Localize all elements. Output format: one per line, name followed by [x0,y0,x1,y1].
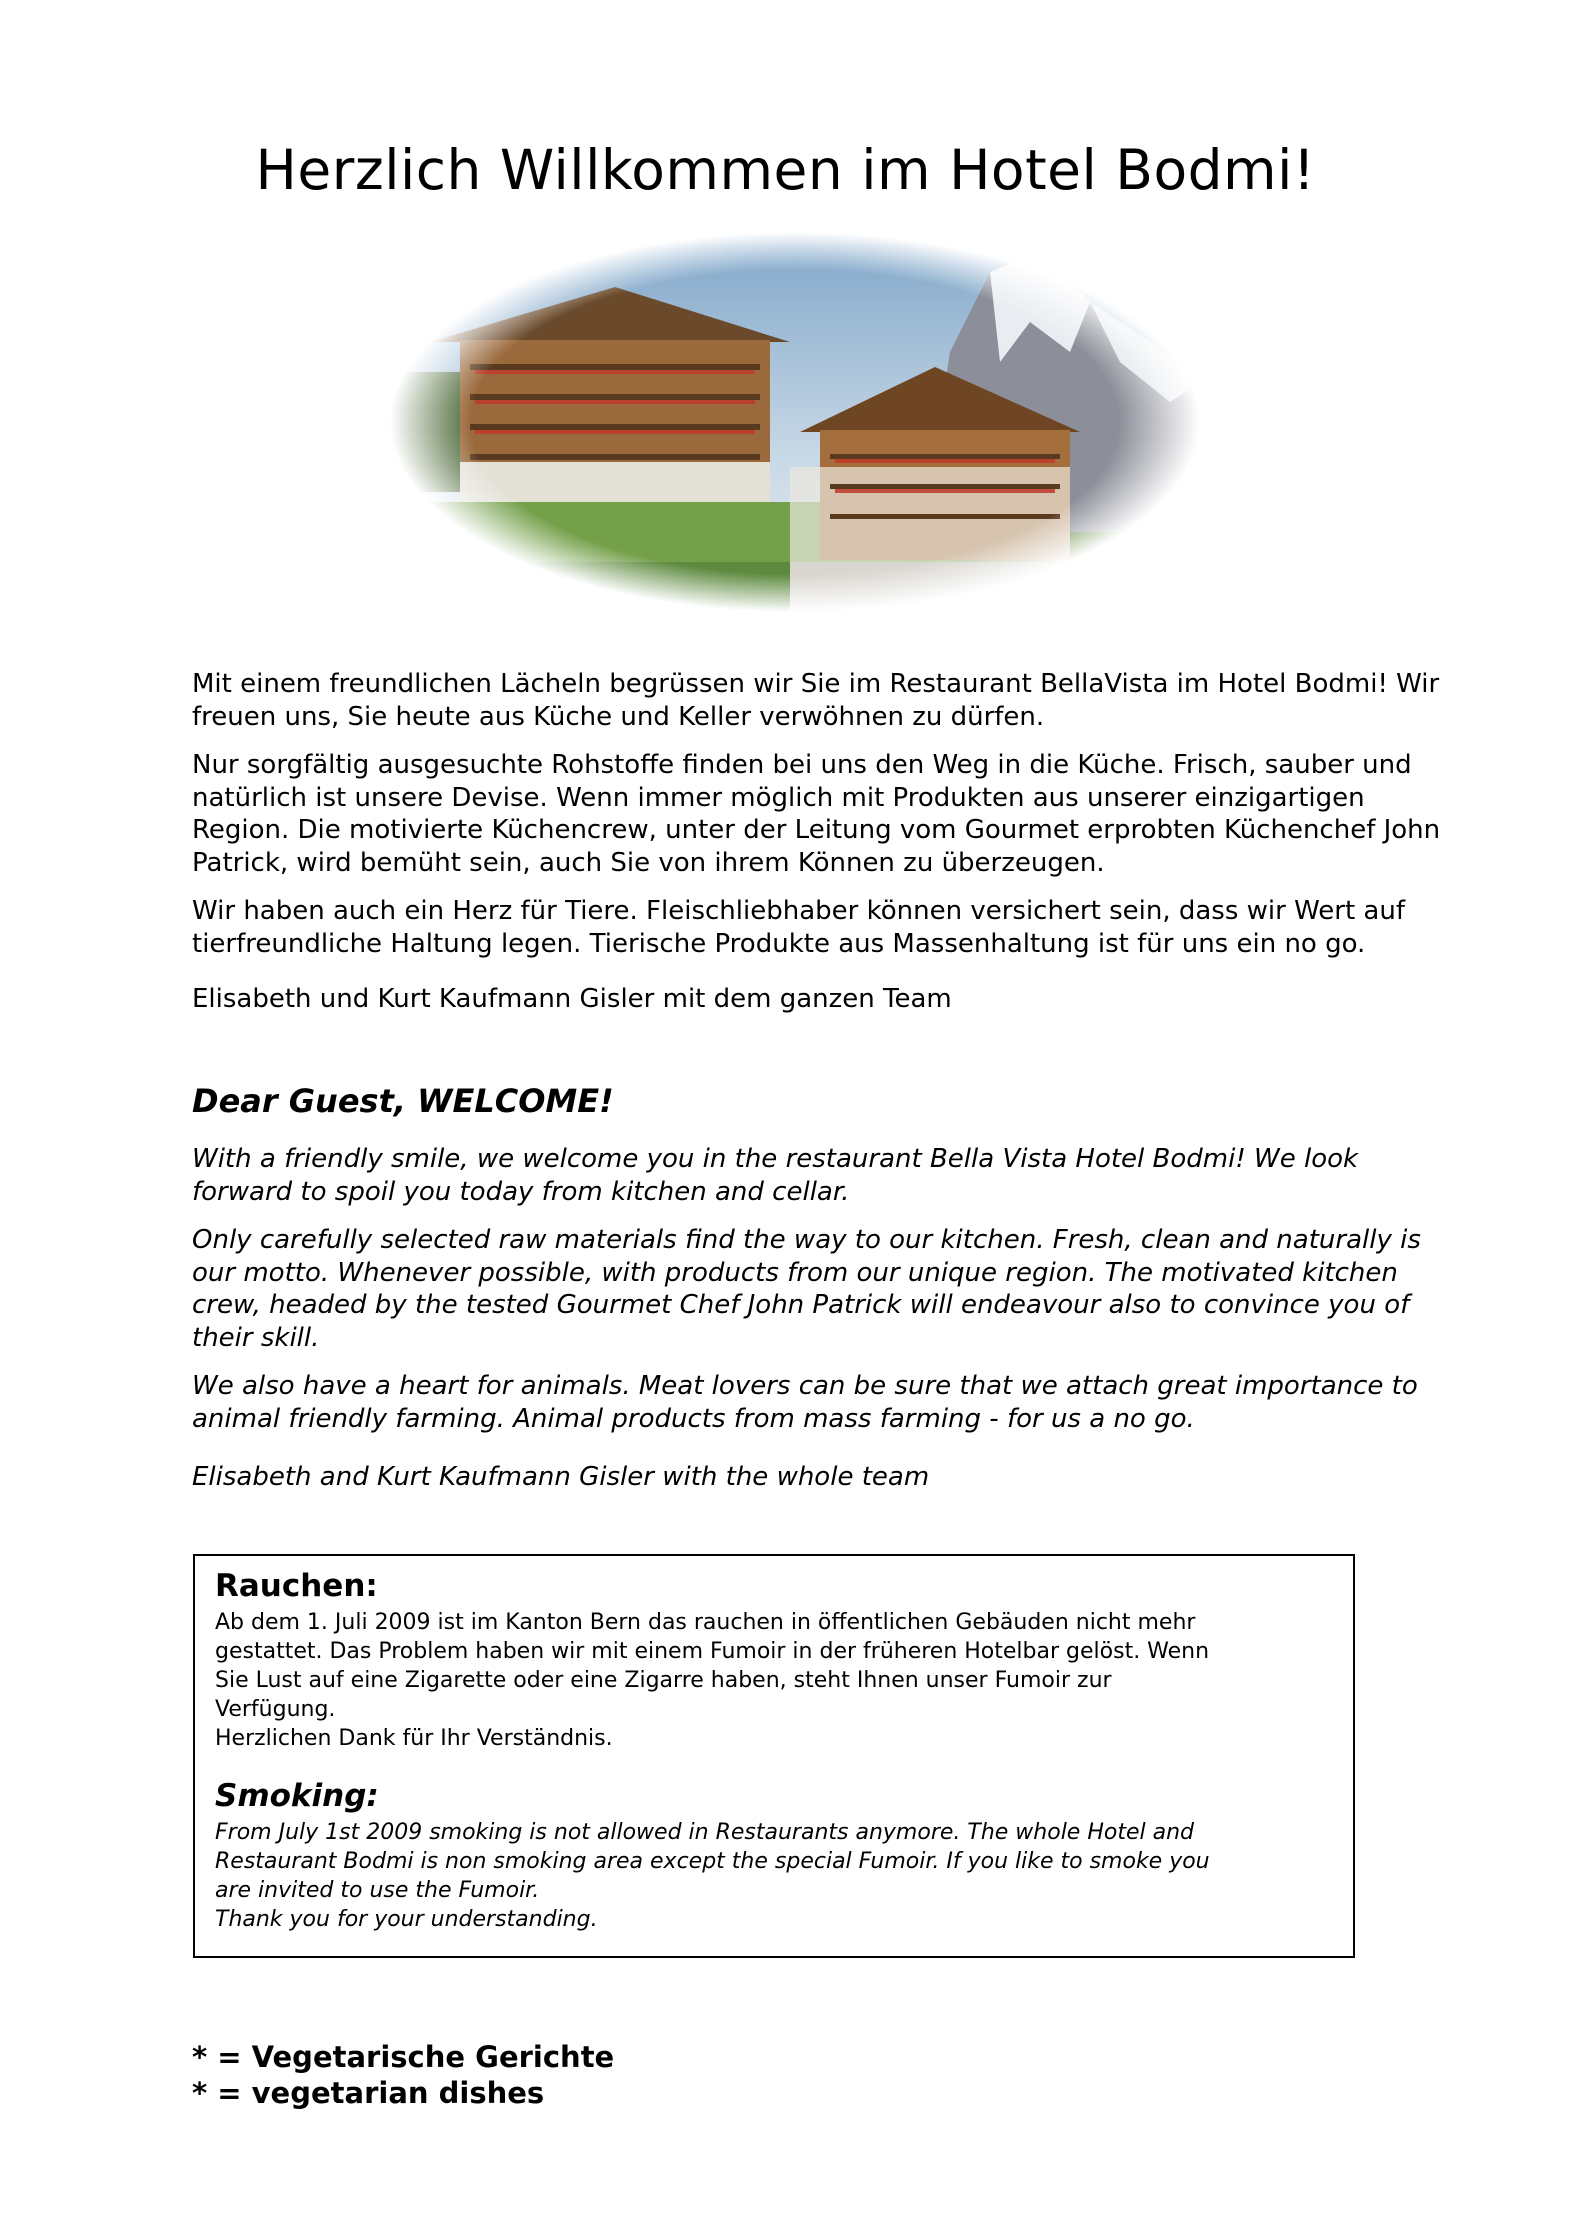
english-heading: Dear Guest, WELCOME! [192,1082,614,1120]
smoking-line: are invited to use the Fumoir. [215,1878,540,1903]
smoking-title: Smoking: [215,1778,379,1814]
vegetarian-legend [192,2039,614,2111]
smoking-line: Restaurant Bodmi is non smoking area except the special Fumoir. If you like to smoke you [215,1849,1210,1874]
english-signature: Elisabeth and Kurt Kaufmann Gisler with the whole team [192,1462,930,1492]
rauchen-line: Sie Lust auf eine Zigarette oder eine Zigarre haben, steht Ihnen unser Fumoir zur [215,1668,1112,1693]
german-paragraph: Nur sorgfältig ausgesuchte Rohstoffe finden bei uns den Weg in die Küche. Frisch, sauber und natürlich ist unsere Devise. Wenn immer möglich mit Produkten aus unserer einzigartigen Region. Die motivierte Küchencrew, unter der Leitung vom Gourmet erprobten Küchenchef John Patrick, wird bemüht sein, auch Sie von ihrem Können zu überzeugen. [192,750,1441,878]
page-title: Herzlich Willkommen im Hotel Bodmi! [255,138,1316,202]
legend-german: * = Vegetarische Gerichte [192,2040,615,2074]
rauchen-text [215,1608,1335,1753]
smoking-text [215,1818,1335,1934]
smoking-line: Thank you for your understanding. [215,1907,598,1932]
german-signature: Elisabeth und Kurt Kaufmann Gisler mit dem ganzen Team [192,984,952,1014]
english-welcome-text [192,1143,1462,1451]
english-paragraph: Only carefully selected raw materials find the way to our kitchen. Fresh, clean and naturally is our motto. Whenever possible, with products from our unique region. The motivated kitchen crew, headed by the tested Gourmet Chef John Patrick will endeavour also to convince you of their skill. [192,1225,1421,1353]
english-paragraph: We also have a heart for animals. Meat lovers can be sure that we attach great importance to animal friendly farming. Animal products from mass farming - for us a no go. [192,1371,1418,1434]
rauchen-title: Rauchen: [215,1568,378,1604]
rauchen-line: Ab dem 1. Juli 2009 ist im Kanton Bern das rauchen in öffentlichen Gebäuden nicht mehr [215,1610,1196,1635]
rauchen-line: gestattet. Das Problem haben wir mit einem Fumoir in der früheren Hotelbar gelöst. Wenn [215,1639,1210,1664]
english-paragraph: With a friendly smile, we welcome you in the restaurant Bella Vista Hotel Bodmi! We look forward to spoil you today from kitchen and cellar. [192,1144,1359,1207]
hotel-photo [390,232,1200,612]
german-welcome-text [192,668,1462,976]
rauchen-line: Verfügung. [215,1697,336,1722]
rauchen-line: Herzlichen Dank für Ihr Verständnis. [215,1726,613,1751]
smoking-notice-box [193,1554,1355,1958]
german-paragraph: Wir haben auch ein Herz für Tiere. Fleischliebhaber können versichert sein, dass wir Wert auf tierfreundliche Haltung legen. Tierische Produkte aus Massenhaltung ist für uns ein no go. [192,896,1405,959]
legend-english: * = vegetarian dishes [192,2076,545,2110]
german-paragraph: Mit einem freundlichen Lächeln begrüssen wir Sie im Restaurant BellaVista im Hotel Bodmi! Wir freuen uns, Sie heute aus Küche und Keller verwöhnen zu dürfen. [192,669,1440,732]
smoking-line: From July 1st 2009 smoking is not allowed in Restaurants anymore. The whole Hotel and [215,1820,1194,1845]
